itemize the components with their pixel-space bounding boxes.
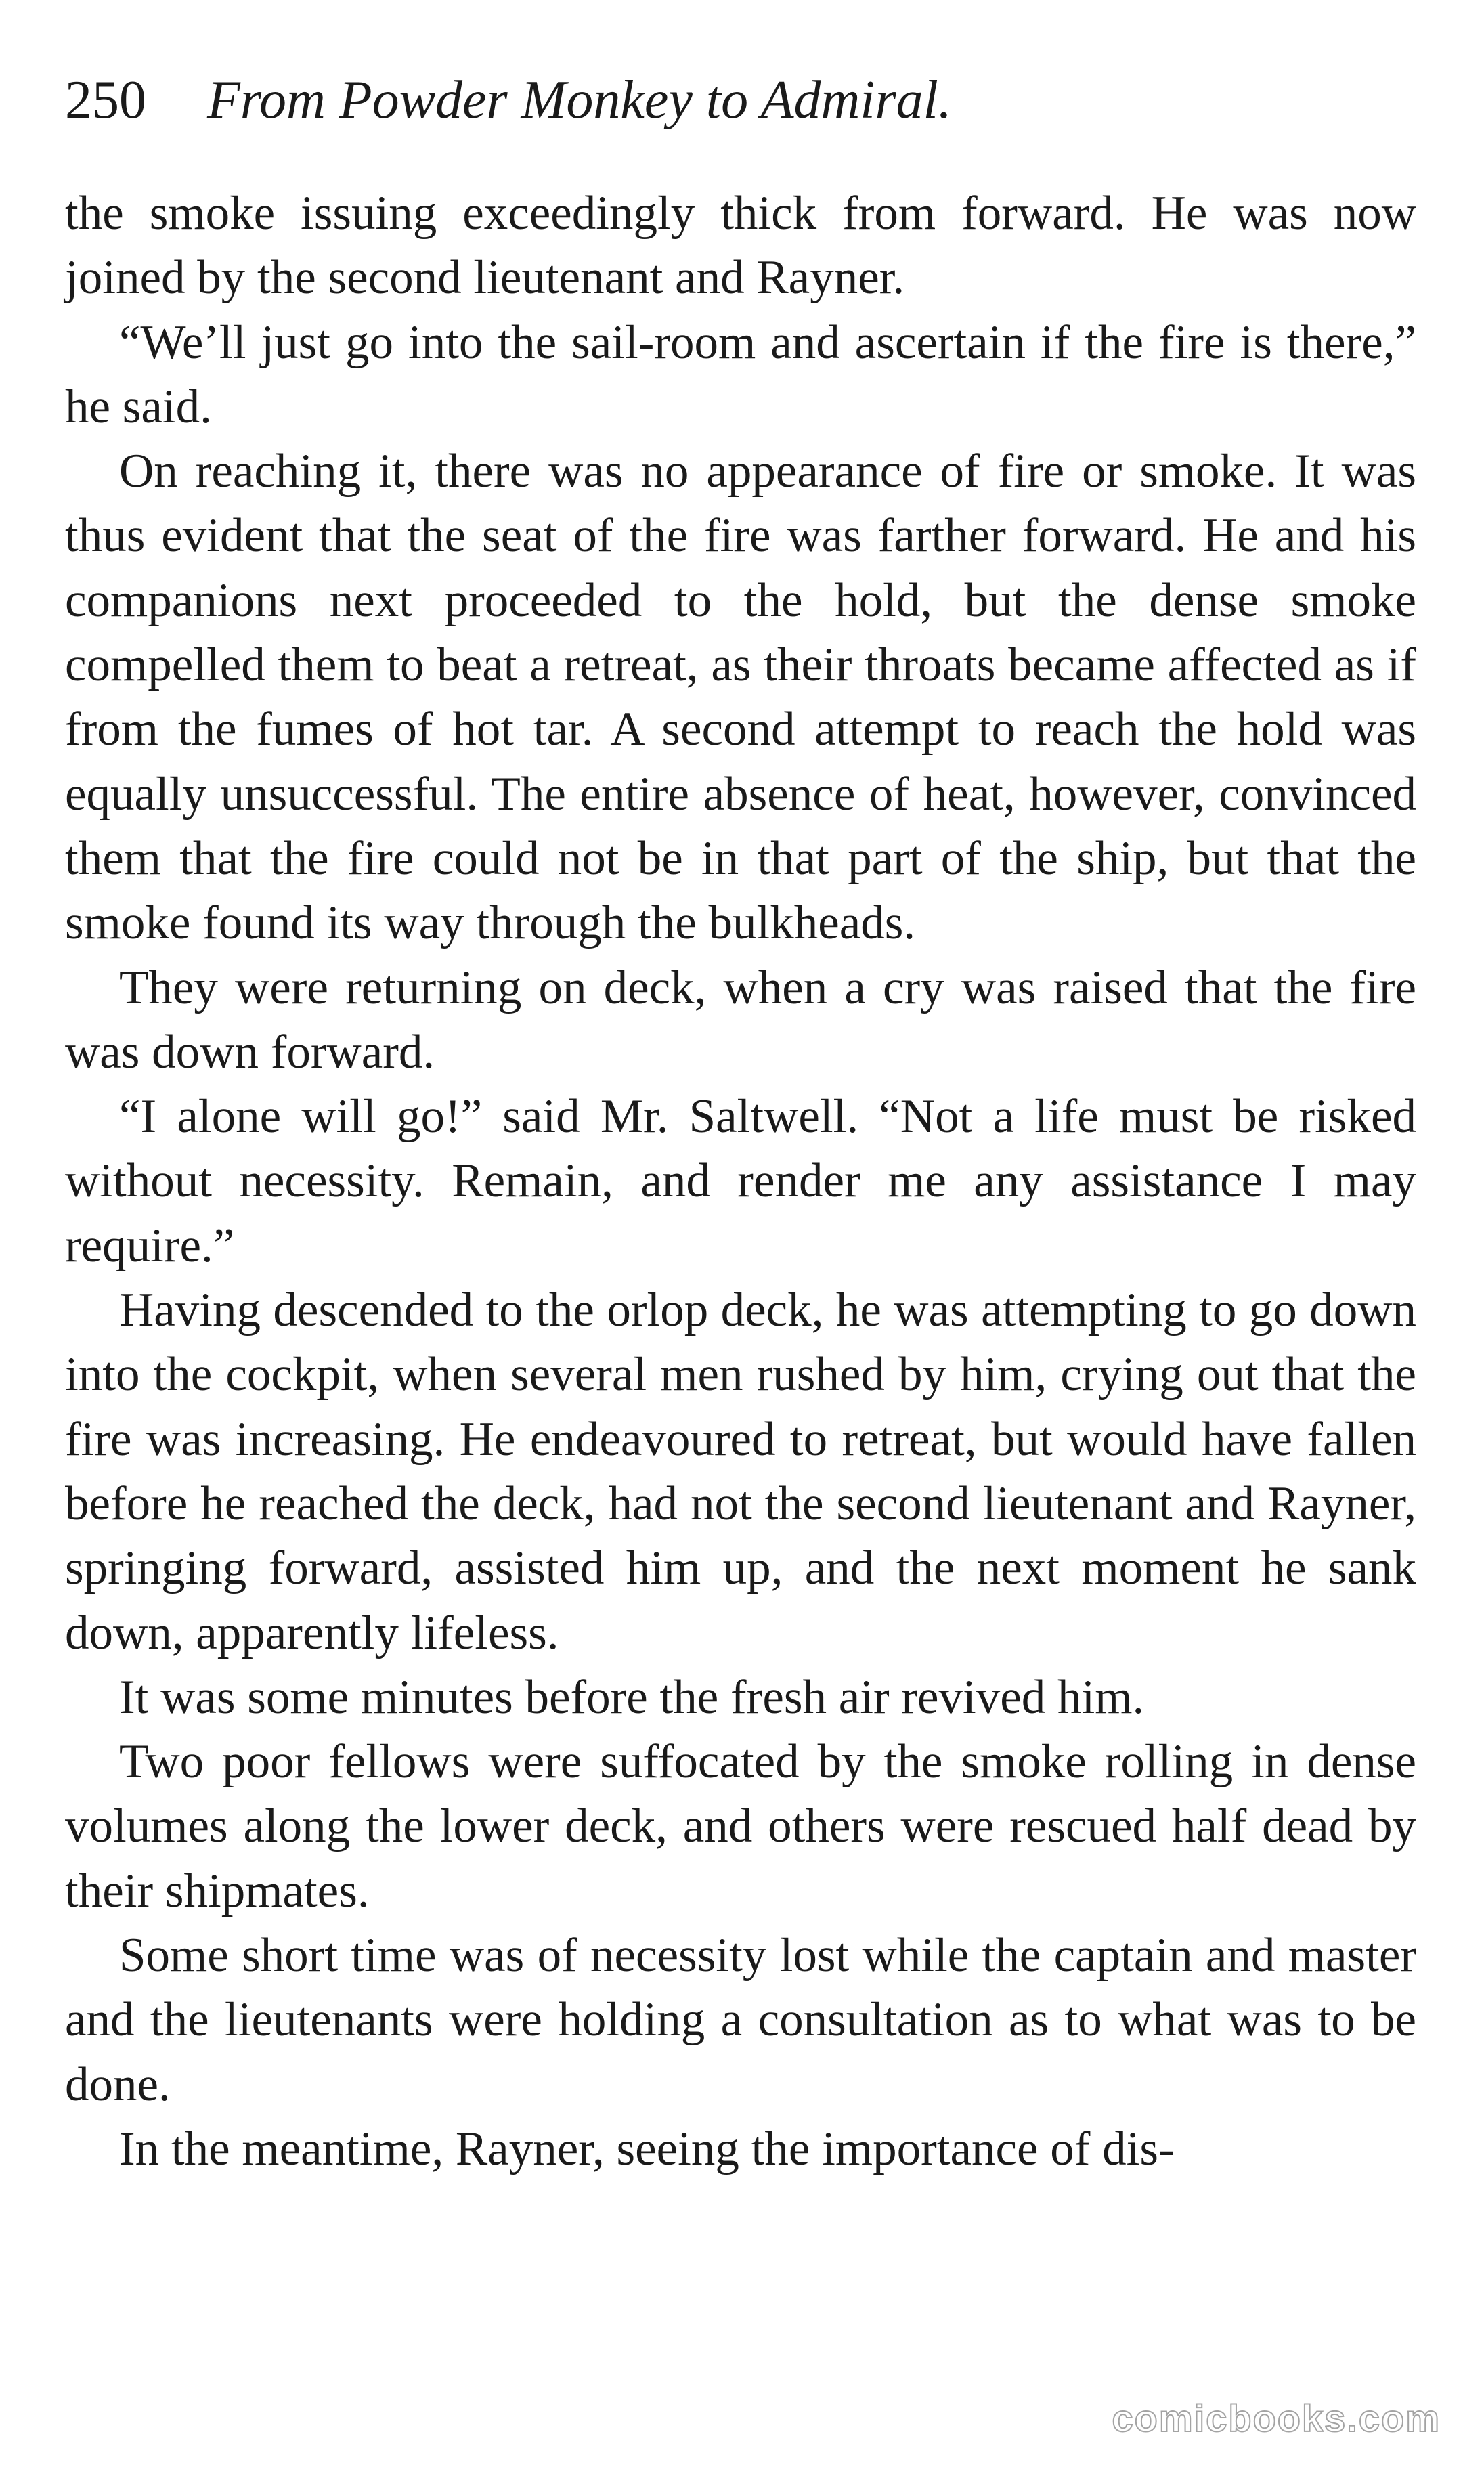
paragraph-8: Two poor fellows were suffocated by the smoke rolling in dense volumes along the lower deck, and others were rescued half dead by their shipmates. xyxy=(65,1735,1416,1917)
paragraph-1: the smoke issuing exceedingly thick from forward. He was now joined by the second lieutenant and Rayner. xyxy=(65,187,1416,305)
watermark: comicbooks.com xyxy=(1112,2397,1441,2439)
paragraph-7: It was some minutes before the fresh air revived him. xyxy=(119,1670,1145,1724)
paragraph-3: On reaching it, there was no appearance of fire or smoke. It was thus evident that the seat of the fire was farther forward. He and his companions next proceeded to the hold, but the dense smoke compelled them to beat a retreat, as their throats became affected as if from the fumes of hot tar. A second attempt to reach the hold was equally unsuccessful. The entire absence of heat, however, convinced them that the fire could not be in that part of the ship, but that the smoke found its way through the bulkheads. xyxy=(65,445,1416,950)
paragraph-2: “We’ll just go into the sail-room and ascertain if the fire is there,” he said. xyxy=(65,316,1416,433)
paragraph-4: They were returning on deck, when a cry was raised that the fire was down forward. xyxy=(65,961,1416,1079)
paragraph-10: In the meantime, Rayner, seeing the importance of dis- xyxy=(119,2122,1175,2175)
paragraph-9: Some short time was of necessity lost while the captain and master and the lieutenants were holding a consultation as to what was to be done. xyxy=(65,1929,1416,2111)
page-header xyxy=(65,60,1419,141)
running-title: From Powder Monkey to Admiral. xyxy=(207,70,952,130)
paragraph-5: “I alone will go!” said Mr. Saltwell. “Not a life must be risked without necessity. Remain, and render me any assistance I may require.” xyxy=(65,1090,1416,1272)
paragraph-6: Having descended to the orlop deck, he was attempting to go down into the cockpit, when several men rushed by him, crying out that the fire was increasing. He endeavoured to retreat, but would have fallen before he reached the deck, had not the second lieutenant and Rayner, springing forward, assisted him up, and the next moment he sank down, apparently lifeless. xyxy=(65,1284,1416,1659)
page-number: 250 xyxy=(65,70,146,130)
body-text xyxy=(65,181,1416,2181)
